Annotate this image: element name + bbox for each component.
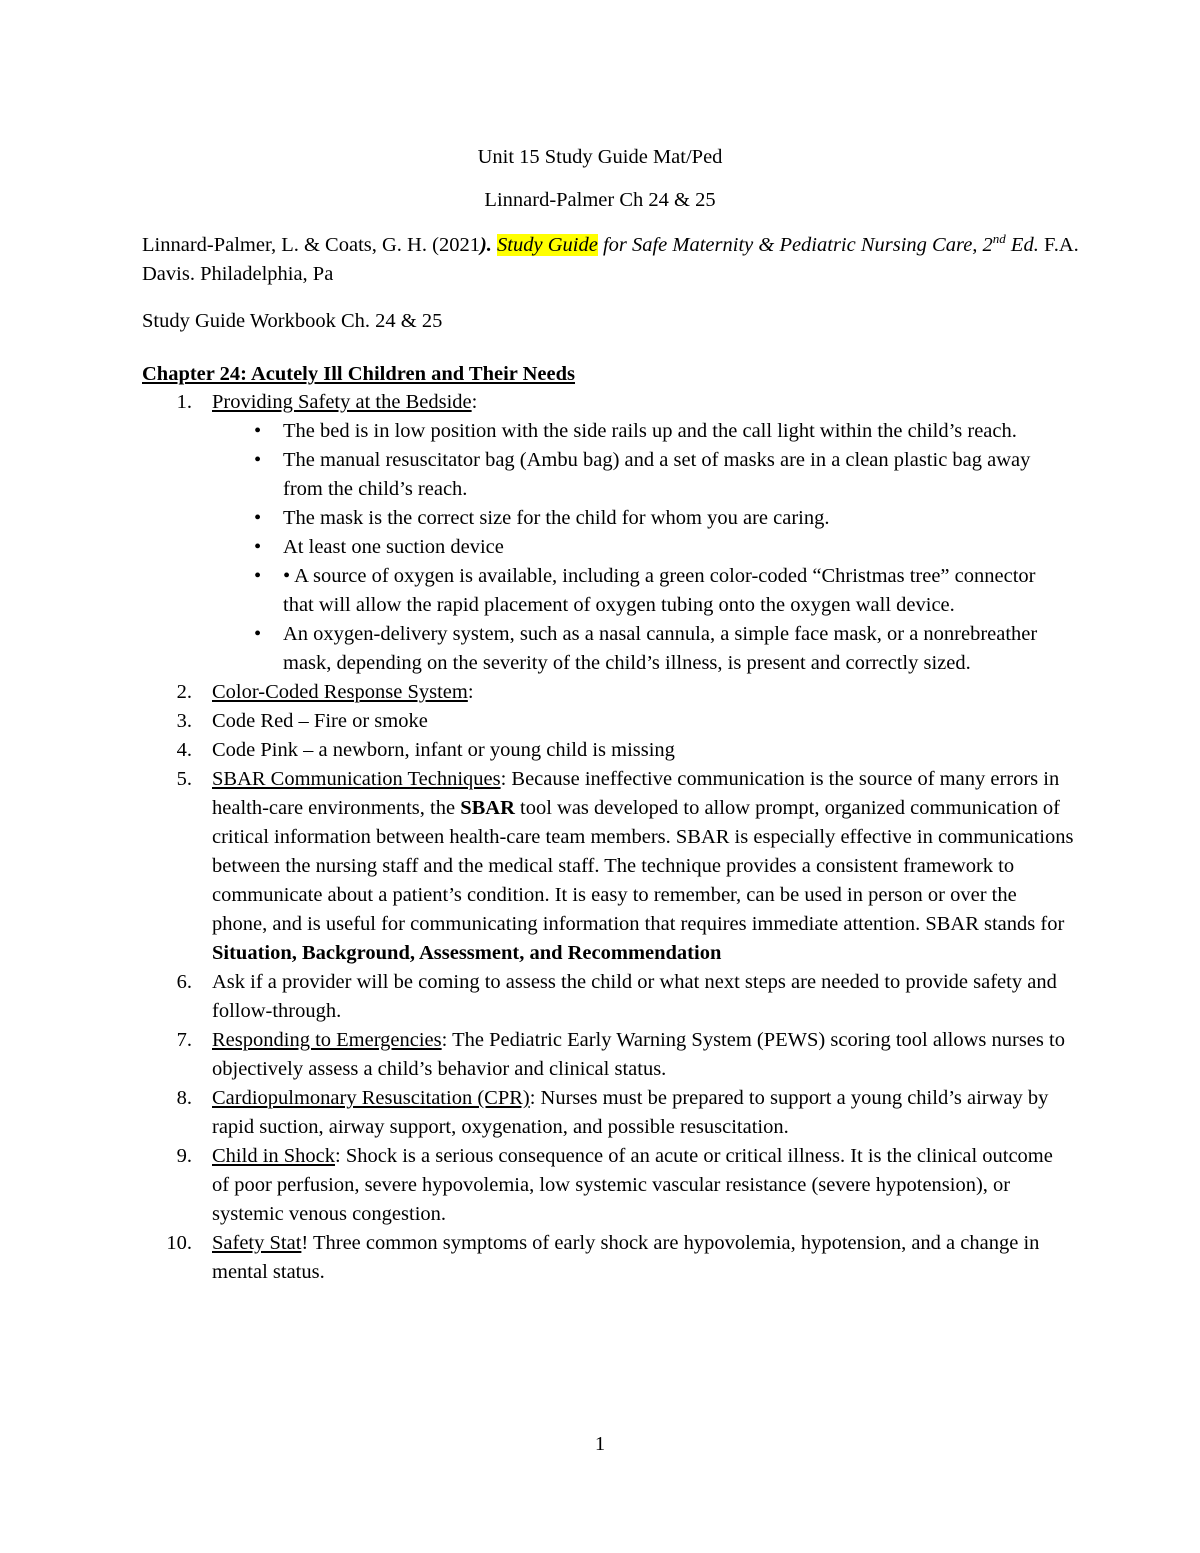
item-text: ! Three common symptoms of early shock are hypovolemia, hypotension, and a change in mental status. [212,1232,1040,1283]
list-number: 7. [176,1029,192,1051]
list-item [0,678,1074,707]
item-text: Code Pink – a newborn, infant or young child is missing [212,739,675,761]
bullet-icon: • [254,565,262,587]
page-title: Unit 15 Study Guide Mat/Ped [477,146,723,168]
item-text: : The Pediatric Early Warning System (PEWS) scoring tool allows nurses to objectively assess a child’s behavior and clinical status. [212,1029,1065,1080]
bullet-text: At least one suction device [283,536,504,558]
list-number: 8. [176,1087,192,1109]
bullet-icon: • [254,623,262,645]
item-text: : Nurses must be prepared to support a young child’s airway by rapid suction, airway support, oxygenation, and possible resuscitation. [212,1087,1049,1138]
page-number: 1 [594,1433,606,1455]
item-bold: SBAR [460,797,515,819]
item-title: Cardiopulmonary Resuscitation (CPR) [212,1087,530,1109]
citation-sup: nd [992,231,1006,247]
item-title: Safety Stat [212,1232,302,1254]
bullet-item [212,446,1063,504]
bullet-text: The manual resuscitator bag (Ambu bag) and a set of masks are in a clean plastic bag away from the child’s reach. [283,449,1031,500]
list-number: 10. [166,1232,192,1254]
bullet-text: The mask is the correct size for the child for whom you are caring. [283,507,830,529]
bullet-item [212,620,1063,678]
item-title: SBAR Communication Techniques [212,768,501,790]
list-item [0,736,1074,765]
list-item [0,968,1074,1026]
citation-edition: Ed. [1005,234,1039,256]
list-number: 2. [176,681,192,703]
list-number: 5. [176,768,192,790]
item-text: : [471,391,478,413]
bullet-list [212,417,1074,678]
item-title: Child in Shock [212,1145,336,1167]
bullet-item [212,533,1063,562]
list-item [0,1084,1074,1142]
item-text: tool was developed to allow prompt, organized communication of critical information between health-care team members. SBAR is especially effective in communications between the nursing staff and the medical staff. The technique provides a consistent framework to communicate about a patient’s condition. It is easy to remember, can be used in person or over the phone, and is useful for communicating information that requires immediate attention. SBAR stands for [212,797,1074,935]
citation-publisher: F.A. Davis. Philadelphia, Pa [142,234,1079,285]
bullet-item [212,417,1063,446]
list-number: 4. [176,739,192,761]
list-item [0,388,1074,678]
list-item [0,765,1074,968]
citation-paren: ). [479,234,492,256]
bullet-icon: • [254,507,262,529]
citation-title: for Safe Maternity & Pediatric Nursing Care, 2 [597,234,993,256]
list-number: 1. [176,391,192,413]
item-text: Code Red – Fire or smoke [212,710,428,732]
bullet-item [212,504,1063,533]
numbered-list [0,388,1074,1287]
list-item [0,707,1074,736]
list-number: 6. [176,971,192,993]
list-number: 3. [176,710,192,732]
item-text: Ask if a provider will be coming to assess the child or what next steps are needed to provide safety and follow-through. [212,971,1057,1022]
item-title: Color-Coded Response System [212,681,468,703]
citation-highlight: Study Guide [497,234,598,256]
item-text: : Shock is a serious consequence of an acute or critical illness. It is the clinical outcome of poor perfusion, severe hypovolemia, low systemic vascular resistance (severe hypotension), or systemic venous congestion. [212,1145,1053,1225]
chapter-heading: Chapter 24: Acutely Ill Children and Their Needs [142,363,576,385]
list-item [0,1229,1074,1287]
item-text: : Because ineffective communication is the source of many errors in health-care environments, the [212,768,1060,819]
citation-authors: Linnard-Palmer, L. & Coats, G. H. (2021 [142,234,480,256]
bullet-text: • A source of oxygen is available, including a green color-coded “Christmas tree” connector that will allow the rapid placement of oxygen tubing onto the oxygen wall device. [283,565,1036,616]
bullet-text: The bed is in low position with the side rails up and the call light within the child’s reach. [283,420,1017,442]
workbook-line: Study Guide Workbook Ch. 24 & 25 [142,310,443,332]
item-bold: Situation, Background, Assessment, and Recommendation [212,942,722,964]
item-title: Responding to Emergencies [212,1029,442,1051]
bullet-icon: • [254,449,262,471]
bullet-icon: • [254,536,262,558]
citation [142,231,1082,289]
bullet-icon: • [254,420,262,442]
item-title: Providing Safety at the Bedside [212,391,472,413]
list-item [0,1026,1074,1084]
page-subtitle: Linnard-Palmer Ch 24 & 25 [484,189,716,211]
list-item [0,1142,1074,1229]
list-number: 9. [176,1145,192,1167]
bullet-text: An oxygen-delivery system, such as a nasal cannula, a simple face mask, or a nonrebreather mask, depending on the severity of the child’s illness, is present and correctly sized. [283,623,1038,674]
item-text: : [467,681,474,703]
bullet-item [212,562,1063,620]
